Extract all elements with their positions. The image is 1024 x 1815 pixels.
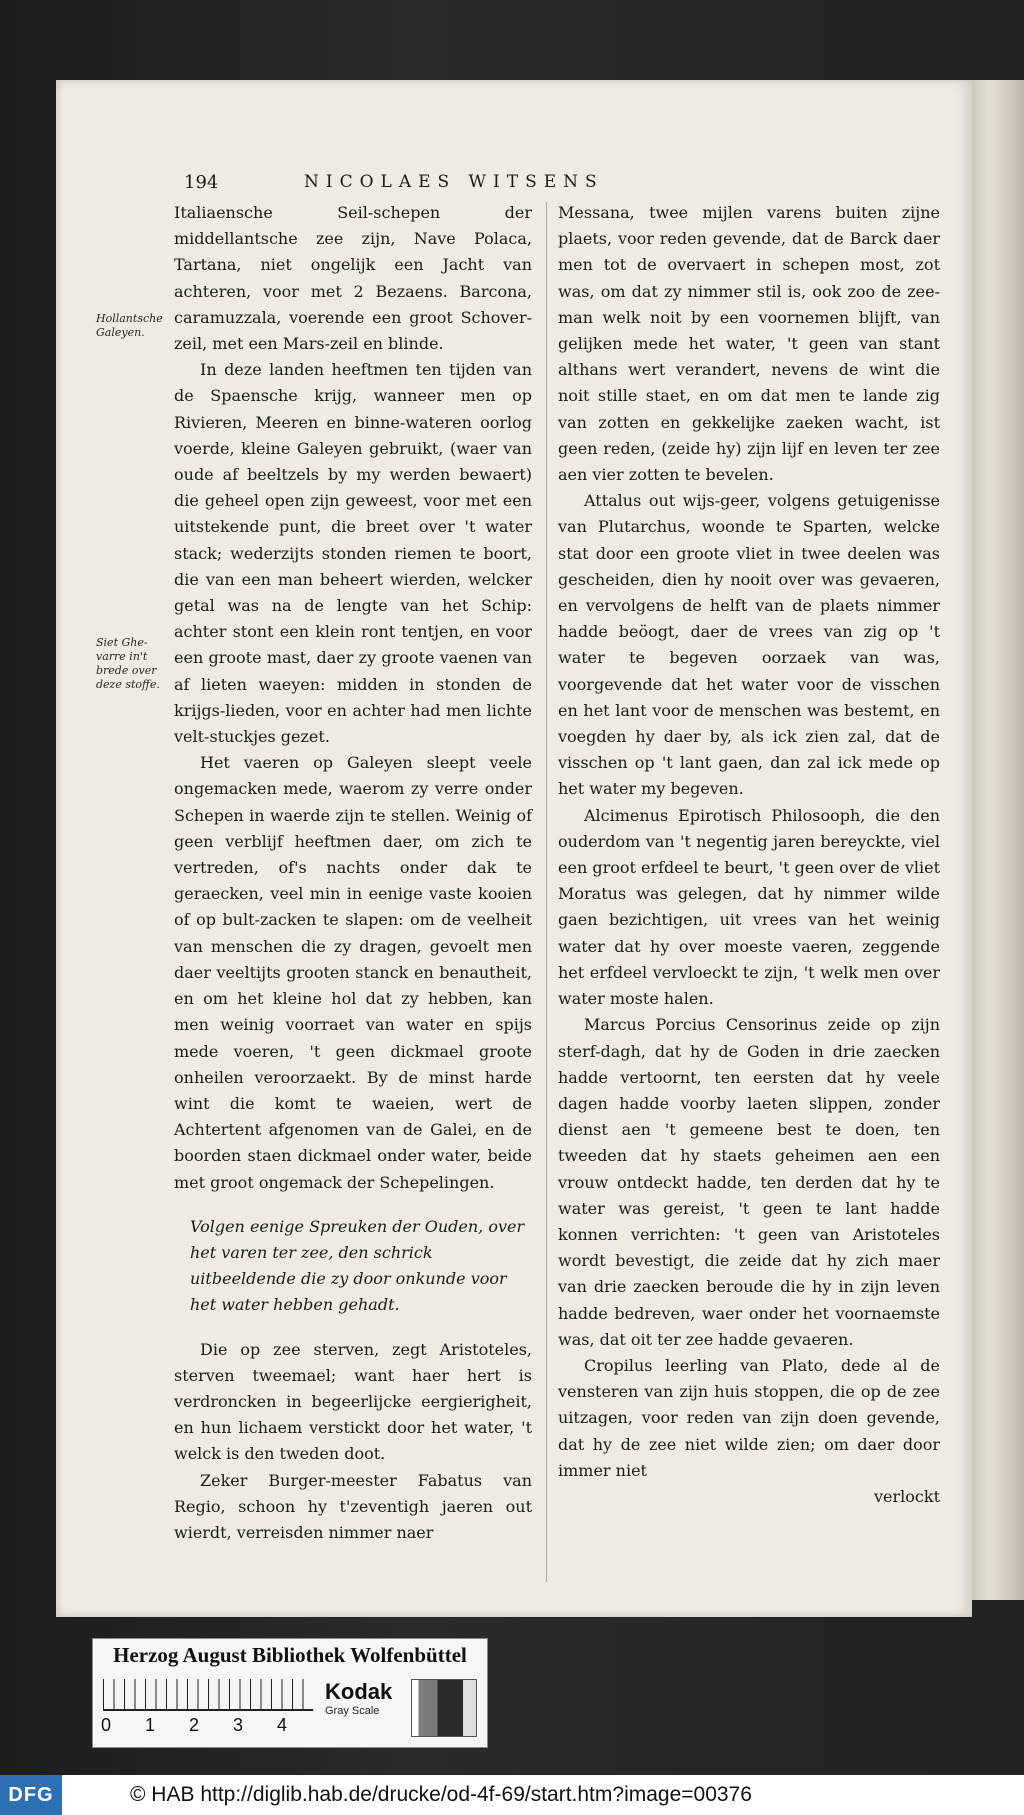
paragraph: Zeker Burger-meester Fabatus van Regio, schoon hy t'zeventigh jaeren out wierdt, verreisden nimmer naer [174, 1470, 532, 1542]
paragraph: Attalus out wijs-geer, volgens getuigenisse van Plutarchus, woonde te Sparten, welcke stat door een groote vliet in twee deelen was gescheiden, dien hy nooit over was gevaeren, en vervolgens de helft van de plaets nimmer hadde beöogt, daer de vrees van zig op 't water te begeven oorzaek van was, voorgevende dat het water voor de visschen en het lant voor de menschen was bestemt, en voegden hy daer by, als ick zien zal, dat de visschen op 't lant gaen, dan zal ick mede op het water my begeven. [558, 491, 940, 799]
paragraph: Cropilus leerling van Plato, dede al de vensteren van zijn huis stoppen, die op de zee uitzagen, voor reden van zijn doen gevende, dat hy de zee niet wilde zien; om daer door immer niet [558, 1355, 940, 1480]
gray-scale-label: Gray Scale [325, 1705, 380, 1717]
ruler-number: 4 [277, 1715, 288, 1735]
paragraph: Italiaensche Seil-schepen der middellantsche zee zijn, Nave Polaca, Tartana, niet ongelijk een Jacht van achteren, voor met 2 Bezaens. Barcona, caramuzzala, voerende een groot Schover-zeil, met een Mars-zeil en blinde. [174, 203, 532, 354]
ruler-number: 2 [189, 1715, 200, 1735]
page-number: 194 [184, 172, 219, 193]
running-title: NICOLAES WITSENS [304, 172, 604, 192]
library-label: Herzog August Bibliothek Wolfenbüttel [113, 1643, 467, 1667]
footer-bar [0, 1775, 1024, 1815]
gray-scale-swatch [411, 1679, 477, 1737]
copyright-link[interactable]: © HAB http://diglib.hab.de/drucke/od-4f-69/start.htm?image=00376 [130, 1783, 752, 1806]
dfg-logo: DFG [0, 1775, 62, 1815]
margin-note-ghevarre: Siet Ghe-varre in't brede over deze stoffe. [96, 636, 160, 691]
ruler-number: 3 [233, 1715, 244, 1735]
section-heading: Volgen eenige Spreuken der Ouden, over het varen ter zee, den schrick uitbeeldende die zy door onkunde voor het water hebben gehadt. [190, 1216, 525, 1315]
running-header [184, 172, 804, 196]
paragraph: Messana, twee mijlen varens buiten zijne plaets, voor reden gevende, dat de Barck daer men tot de overvaert in schepen most, zot was, om dat zy nimmer stil is, ook zoo de zee-man welk noit by een voornemen blijft, van gelijken mede het water, 't geen van stant althans wert verandert, nevens de wint die noit stille staet, en om dat men te lande zig van zotten en gekkelijke zaeken wacht, ist geen reden, (zeide hy) zijn lijf en leven ter zee aen vier zotten te bevelen. [558, 203, 940, 485]
next-page-edge [972, 80, 1024, 1600]
paragraph: Het vaeren op Galeyen sleept veele ongemacken mede, waerom zy verre onder Schepen in waerde zijn te stellen. Weinig of geen verblijf heeftmen daer, om zich te vertreden, of's nachts onder dak te geraecken, veel min in eenige vaste kooien of op bult-zacken te slapen: om de veelheit van menschen die zy dragen, gevoelt men daer veeltijts grooten stanck en benautheit, en om het kleine hol dat zy hebben, kan men weinig voorraet van water en spijs mede voeren, 't geen dickmael groote onheilen veroorzaekt. By de minst harde wint die komt te waeien, wert de Achtertent afgenomen van de Galei, en de boorden staen dickmael onder water, beide met groot ongemack der Schepelingen. [174, 753, 532, 1192]
left-column [174, 200, 532, 1546]
paragraph: Marcus Porcius Censorinus zeide op zijn sterf-dagh, dat hy de Goden in drie zaecken hadde vertoornt, ten eersten dat hy veele dagen hadde voorby laeten slippen, zonder dienst aen 't gemeene best te doen, ten tweeden dat hy staets geheimen aen een vrouw ontdeckt hadde, ten derden dat hy te water was gereist, 't geen te lant hadde konnen verrichten: 't geen van Aristoteles wordt bevestigt, die zeide dat hy zich maer van drie zaecken beroude die hy in zijn leven hadde bedreven, waer onder het voornaemste was, dat oit ter zee hadde gevaeren. [558, 1015, 940, 1349]
column-divider [546, 202, 547, 1582]
color-target-card [92, 1638, 488, 1748]
right-column [558, 200, 940, 1510]
book-page [56, 80, 972, 1617]
catchword: verlockt [874, 1486, 940, 1506]
margin-note-galeyen: Hollantsche Galeyen. [96, 312, 163, 339]
paragraph: Alcimenus Epirotisch Philosooph, die den ouderdom van 't negentig jaren bereyckte, viel een groot erfdeel te beurt, 't geen over de vliet Moratus was gelegen, dat hy nimmer wilde gaen bezichtigen, uit vrees van het weinig water dat hy over moeste vaeren, zeggende het erfdeel vervloeckt te zijn, 't welk men over water moste halen. [558, 805, 940, 1009]
kodak-label: Kodak [325, 1679, 393, 1704]
ruler-numbers [101, 1715, 331, 1736]
ruler-number: 1 [145, 1715, 156, 1735]
paragraph: In deze landen heeftmen ten tijden van de Spaensche krijg, wanneer men op Rivieren, Meeren en binne-wateren oorlog voerde, kleine Galeyen gebruikt, (waer van oude af beeltzels by my werden bewaert) die geheel open zijn geweest, voor met een uitstekende punt, die breet over 't water stack; wederzijts stonden riemen te boort, die van een man beheert wierden, welcker getal was na de lengte van het Schip: achter stont een klein ront tentjen, en voor een groote mast, daer zy groote vaenen van af lieten waeyen: midden in stonden de krijgs-lieden, voor en achter had men lichte velt-stuckjes gezet. [174, 360, 532, 747]
paragraph: Die op zee sterven, zegt Aristoteles, sterven tweemael; want haer hert is verdroncken in begeerlijcke eergierigheit, en hun lichaem verstickt door het water, 't welck is den tweden doot. [174, 1339, 532, 1464]
scale-ruler [103, 1679, 313, 1711]
ruler-number: 0 [101, 1715, 112, 1735]
